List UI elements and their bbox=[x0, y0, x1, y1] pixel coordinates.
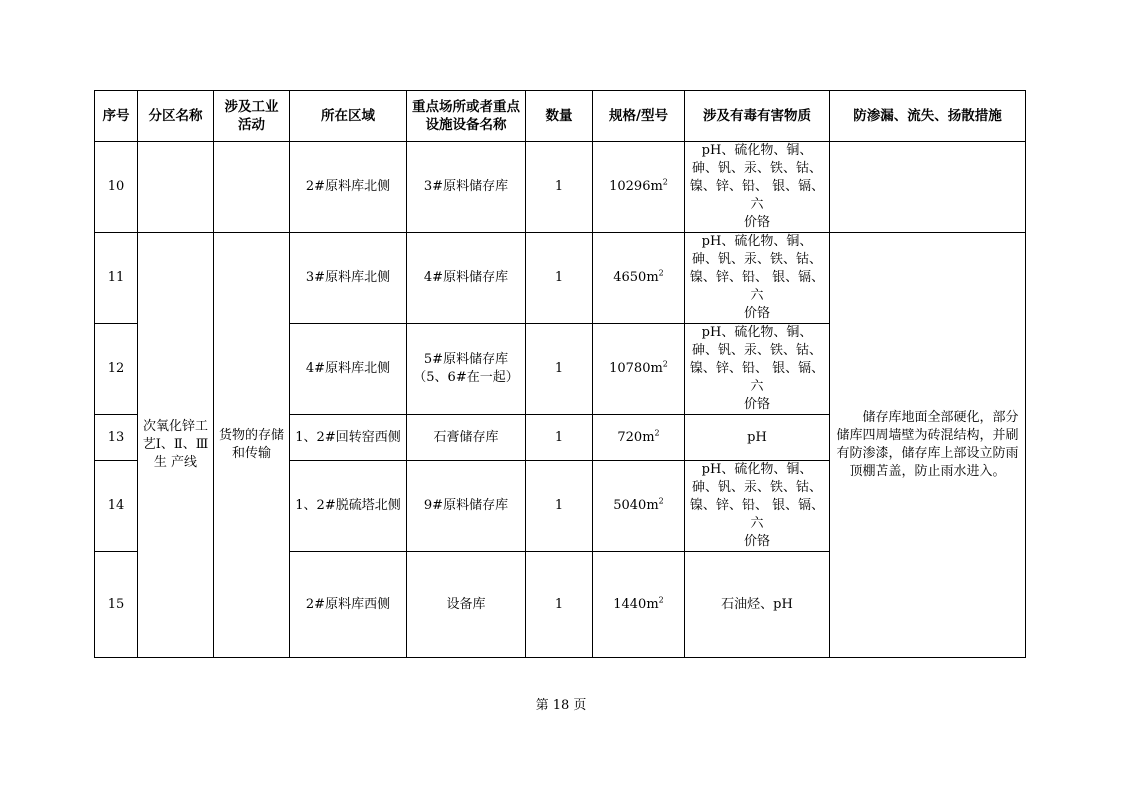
substance-cell bbox=[685, 233, 830, 324]
substance-cell: 石油烃、pH bbox=[685, 552, 830, 658]
spec-superscript: 2 bbox=[658, 268, 664, 278]
facility-cell: 石膏储存库 bbox=[407, 415, 526, 461]
activity-cell-empty bbox=[214, 142, 290, 233]
substance-cell: pH bbox=[685, 415, 830, 461]
row-number: 11 bbox=[95, 233, 138, 324]
page-number: 第 18 页 bbox=[535, 698, 587, 713]
substance-cell bbox=[685, 324, 830, 415]
spec-superscript: 2 bbox=[662, 359, 668, 369]
spec-value: 5040m bbox=[613, 498, 659, 513]
area-cell: 4#原料库北侧 bbox=[290, 324, 407, 415]
substance-line: 锌、铅、 银、镉、六 bbox=[715, 498, 825, 531]
header-cell: 涉及有毒有害物质 bbox=[685, 91, 830, 142]
spec-value: 10296m bbox=[609, 179, 663, 194]
quantity-cell: 1 bbox=[526, 324, 593, 415]
header-cell: 序号 bbox=[95, 91, 138, 142]
quantity-cell: 1 bbox=[526, 415, 593, 461]
facility-table bbox=[94, 90, 1026, 658]
row-number: 14 bbox=[95, 461, 138, 552]
substance-line-last: 价铬 bbox=[743, 306, 770, 321]
substance-cell bbox=[685, 142, 830, 233]
substance-line: 锌、铅、 银、镉、六 bbox=[715, 179, 825, 212]
spec-superscript: 2 bbox=[662, 177, 668, 187]
header-cell: 重点场所或者重点设施设备名称 bbox=[407, 91, 526, 142]
spec-value: 4650m bbox=[613, 270, 659, 285]
substance-line-last: 价铬 bbox=[743, 534, 770, 549]
spec-superscript: 2 bbox=[654, 428, 660, 438]
row-number: 15 bbox=[95, 552, 138, 658]
area-cell: 1、2#脱硫塔北侧 bbox=[290, 461, 407, 552]
spec-cell bbox=[593, 324, 685, 415]
spec-superscript: 2 bbox=[658, 595, 664, 605]
facility-cell: 9#原料储存库 bbox=[407, 461, 526, 552]
table-row bbox=[95, 142, 1026, 233]
table-row bbox=[95, 233, 1026, 324]
measures-cell: 储存库地面全部硬化，部分储库四周墙壁为砖混结构，并刷有防渗漆，储存库上部设立防雨顶棚苫盖，防止雨水进入。 bbox=[830, 233, 1026, 658]
facility-name: 5#原料储存库 bbox=[423, 352, 509, 367]
substance-line: pH、硫化物、铜、砷、 bbox=[691, 143, 813, 176]
area-cell: 1、2#回转窑西侧 bbox=[290, 415, 407, 461]
header-row bbox=[95, 91, 1026, 142]
quantity-cell: 1 bbox=[526, 233, 593, 324]
quantity-cell: 1 bbox=[526, 461, 593, 552]
quantity-cell: 1 bbox=[526, 552, 593, 658]
zone-cell-empty bbox=[138, 142, 214, 233]
row-number: 12 bbox=[95, 324, 138, 415]
spec-superscript: 2 bbox=[658, 496, 664, 506]
header-cell: 所在区域 bbox=[290, 91, 407, 142]
facility-note: （5、6#在一起） bbox=[413, 370, 519, 385]
substance-cell bbox=[685, 461, 830, 552]
spec-value: 10780m bbox=[609, 361, 663, 376]
substance-line: pH、硫化物、铜、砷、 bbox=[691, 462, 813, 495]
spec-value: 1440m bbox=[613, 596, 659, 612]
area-cell: 2#原料库北侧 bbox=[290, 142, 407, 233]
area-cell: 2#原料库西侧 bbox=[290, 552, 407, 658]
row-number: 10 bbox=[95, 142, 138, 233]
measures-cell-empty bbox=[830, 142, 1026, 233]
row-number: 13 bbox=[95, 415, 138, 461]
quantity-cell: 1 bbox=[526, 142, 593, 233]
substance-line-last: 价铬 bbox=[743, 397, 770, 412]
header-cell: 数量 bbox=[526, 91, 593, 142]
spec-cell bbox=[593, 142, 685, 233]
spec-cell bbox=[593, 552, 685, 658]
substance-line: pH、硫化物、铜、砷、 bbox=[691, 325, 813, 358]
spec-cell bbox=[593, 415, 685, 461]
area-cell: 3#原料库北侧 bbox=[290, 233, 407, 324]
activity-cell: 货物的存储和传输 bbox=[214, 233, 290, 658]
facility-cell: 4#原料储存库 bbox=[407, 233, 526, 324]
facility-cell bbox=[407, 324, 526, 415]
header-cell: 分区名称 bbox=[138, 91, 214, 142]
substance-line: 钒、汞、铁、钴、镍、 bbox=[689, 480, 823, 513]
header-cell: 防渗漏、流失、扬散措施 bbox=[830, 91, 1026, 142]
zone-name-cell: 次氧化锌工艺Ⅰ、Ⅱ、Ⅲ生 产线 bbox=[138, 233, 214, 658]
facility-cell: 3#原料储存库 bbox=[407, 142, 526, 233]
facility-cell: 设备库 bbox=[407, 552, 526, 658]
spec-cell bbox=[593, 233, 685, 324]
substance-line: 锌、铅、 银、镉、六 bbox=[715, 270, 825, 303]
header-cell: 涉及工业活动 bbox=[214, 91, 290, 142]
header-cell: 规格/型号 bbox=[593, 91, 685, 142]
substance-line: 锌、铅、 银、镉、六 bbox=[715, 361, 825, 394]
substance-line: 钒、汞、铁、钴、镍、 bbox=[689, 161, 823, 194]
spec-cell bbox=[593, 461, 685, 552]
substance-line: pH、硫化物、铜、砷、 bbox=[691, 234, 813, 267]
substance-line: 钒、汞、铁、钴、镍、 bbox=[689, 252, 823, 285]
substance-line-last: 价铬 bbox=[743, 215, 770, 230]
spec-value: 720m bbox=[617, 429, 655, 445]
substance-line: 钒、汞、铁、钴、镍、 bbox=[689, 343, 823, 376]
